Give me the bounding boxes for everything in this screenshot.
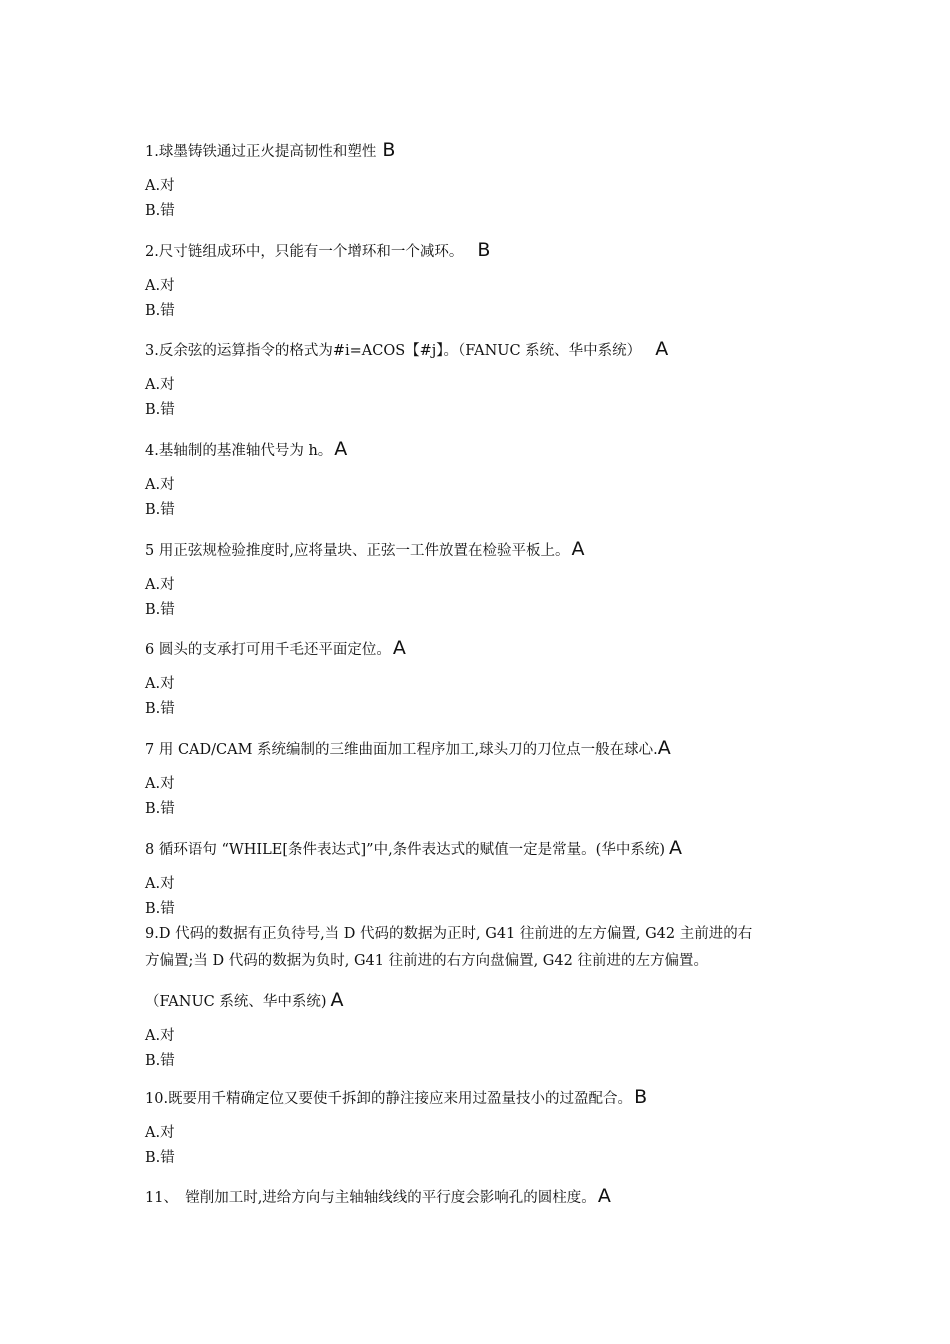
- option-list: [145, 1024, 815, 1074]
- option-b: B.错: [145, 1150, 175, 1166]
- question-stem: [145, 835, 815, 864]
- question-stem-line-2: 方偏置;当 D 代码的数据为负时, G41 往前进的右方向盘偏置, G42 往前进的左方偏置。: [145, 953, 708, 969]
- answer-key: A: [571, 538, 585, 560]
- option-list: [145, 174, 815, 224]
- option-a: A.对: [145, 676, 175, 692]
- question-stem-line-1: 9.D 代码的数据有正负待号,当 D 代码的数据为正时, G41 往前进的左方偏置, G42 主前进的右: [145, 926, 753, 942]
- question-stem: [145, 635, 815, 664]
- option-a: A.对: [145, 1125, 175, 1141]
- option-b: B.错: [145, 402, 175, 418]
- option-b: B.错: [145, 502, 175, 518]
- question-stem: [145, 1084, 815, 1113]
- question-stem: [145, 536, 815, 565]
- option-b: B.错: [145, 1053, 175, 1069]
- answer-key: A: [334, 438, 348, 460]
- option-list: [145, 473, 815, 523]
- answer-key: B: [634, 1086, 648, 1108]
- question-text: 7 用 CAD/CAM 系统编制的三维曲面加工程序加工,球头刀的刀位点一般在球心.: [145, 742, 658, 758]
- question-10: [145, 1084, 815, 1171]
- question-text: （FANUC 系统、华中系统): [145, 994, 327, 1010]
- question-stem: [145, 735, 815, 764]
- answer-key: A: [669, 837, 682, 859]
- option-b: B.错: [145, 303, 175, 319]
- option-a: A.对: [145, 876, 175, 892]
- answer-key: A: [392, 637, 406, 659]
- question-stem: [145, 137, 815, 166]
- option-a: A.对: [145, 377, 175, 393]
- question-7: [145, 735, 815, 822]
- question-text: 4.基轴制的基准轴代号为 h。: [145, 443, 333, 459]
- option-a: A.对: [145, 178, 175, 194]
- option-b: B.错: [145, 203, 175, 219]
- question-3: [145, 336, 815, 423]
- question-stem: [145, 1183, 815, 1212]
- question-5: [145, 536, 815, 623]
- option-a: A.对: [145, 577, 175, 593]
- answer-key: B: [477, 239, 491, 261]
- option-a: A.对: [145, 477, 175, 493]
- question-text: 5 用正弦规检验推度时,应将量块、正弦一工件放置在检验平板上。: [145, 543, 570, 559]
- option-b: B.错: [145, 801, 175, 817]
- option-list: [145, 1121, 815, 1171]
- question-text: 6 圆头的支承打可用千毛还平面定位。: [145, 642, 391, 658]
- question-text: 3.反余弦的运算指令的格式为#i=ACOS【#j】。（FANUC 系统、华中系统）: [145, 343, 642, 359]
- answer-key: A: [330, 989, 344, 1011]
- question-2: [145, 237, 815, 324]
- option-list: [145, 872, 815, 922]
- question-text: 11、 镗削加工时,进给方向与主轴轴线线的平行度会影响孔的圆柱度。: [145, 1190, 596, 1206]
- option-a: A.对: [145, 278, 175, 294]
- option-a: A.对: [145, 1028, 175, 1044]
- option-list: [145, 672, 815, 722]
- option-b: B.错: [145, 701, 175, 717]
- option-list: [145, 573, 815, 623]
- question-text: 8 循环语句 “WHILE[条件表达式]”中,条件表达式的赋值一定是常量。(华中系统): [145, 842, 665, 858]
- answer-key: A: [657, 737, 671, 759]
- answer-key: B: [382, 139, 396, 161]
- answer-key: A: [655, 338, 669, 360]
- question-8: [145, 835, 815, 922]
- question-1: [145, 137, 815, 224]
- question-stem: [145, 336, 815, 365]
- question-text: 2.尺寸链组成环中，只能有一个增环和一个减环。: [145, 244, 464, 260]
- question-stem: [145, 237, 815, 266]
- question-text: 1.球墨铸铁通过正火提高韧性和塑性: [145, 144, 377, 160]
- option-list: [145, 274, 815, 324]
- question-9: [145, 921, 815, 1074]
- question-4: [145, 436, 815, 523]
- option-a: A.对: [145, 776, 175, 792]
- answer-key: A: [597, 1185, 611, 1207]
- question-11: [145, 1183, 815, 1212]
- option-b: B.错: [145, 901, 175, 917]
- option-list: [145, 772, 815, 822]
- option-list: [145, 373, 815, 423]
- question-6: [145, 635, 815, 722]
- option-b: B.错: [145, 602, 175, 618]
- question-text: 10.既要用千精确定位又要使千拆卸的静注接应来用过盈量技小的过盈配合。: [145, 1091, 633, 1107]
- question-stem: [145, 436, 815, 465]
- question-stem-line-3: [145, 987, 815, 1016]
